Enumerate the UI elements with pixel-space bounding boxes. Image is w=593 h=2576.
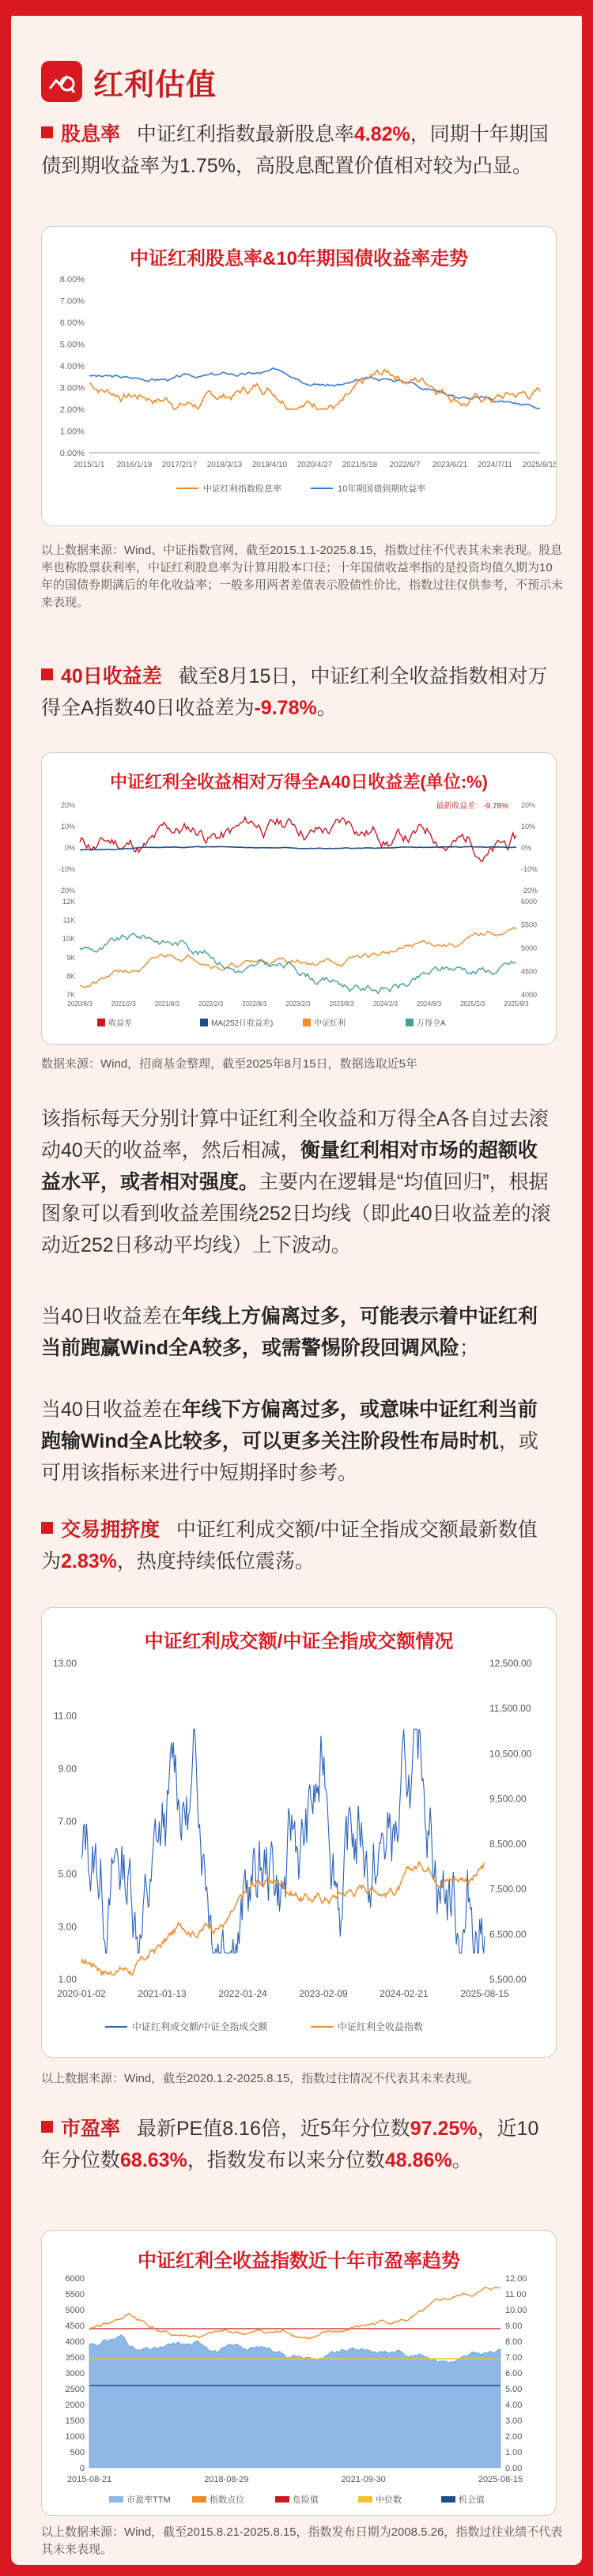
crowding-note: 以上数据来源：Wind，截至2020.1.2-2025.8.15，指数过往情况不代表其未来表现。	[41, 2072, 480, 2085]
crowding-paragraph	[41, 1514, 557, 1577]
pe-text-before: 最新PE值8.16倍，近5年分位数	[136, 2118, 410, 2140]
left-tick-label: 3.00	[58, 1921, 77, 1933]
excess-return-explain-1	[41, 1103, 557, 1261]
left-tick-label: 3500	[65, 2353, 85, 2363]
dividend-yield-svg	[42, 271, 557, 524]
explain1-bold: 衡量红利相对市场的超额收益水平，或者相对强度。	[41, 1139, 538, 1193]
crowding-value: 2.83%	[61, 1550, 117, 1572]
pe-value-5y: 97.25%	[410, 2118, 478, 2140]
right-tick-label: 11,500.00	[489, 1703, 531, 1715]
dividend-yield-tag: 股息率	[41, 123, 120, 145]
right-tick-label: 7.00	[505, 2353, 523, 2363]
explain1-post: 主要内在逻辑是“均值回归”，根据图象可以看到收益差围绕252日均线（即此40日收益差的滚动近252日移动平均线）上下波动。	[41, 1171, 551, 1256]
series-line-ma252	[80, 846, 516, 849]
y-tick-label: 6.00%	[59, 318, 85, 328]
lower-right-tick: 5500	[521, 921, 538, 929]
x-tick-label: 2021/5/18	[342, 461, 378, 469]
x-tick-label: 2021-01-13	[138, 1988, 187, 1999]
excess-return-text-before: 截至8月15日，中证红利全收益指数相对万得全A指数40日收益差为	[41, 665, 548, 719]
x-tick-label: 2025/8/15	[522, 461, 557, 469]
crowding-chart-title: 中证红利成交额/中证全指成交额情况	[144, 1631, 454, 1652]
excess-return-chart	[41, 752, 557, 1045]
right-tick-label: 9,500.00	[489, 1793, 527, 1805]
explain3-post: ，或可用该指标来进行中短期择时参考。	[41, 1430, 538, 1484]
legend-label: 中证红利成交额/中证全指成交额	[132, 2021, 268, 2032]
x-tick-label: 2022/8/3	[242, 1000, 267, 1007]
legend-swatch	[275, 2496, 289, 2503]
right-tick-label: 6,500.00	[489, 1928, 527, 1940]
lower-right-tick: 5000	[521, 944, 538, 952]
y-tick-label: 8.00%	[59, 275, 85, 284]
lower-y-tick: 11K	[62, 916, 75, 925]
lower-y-tick: 9K	[66, 953, 75, 962]
pe-text-mid: ，近10年分位数	[41, 2118, 539, 2171]
series-line-dividend-yield	[89, 370, 540, 409]
right-tick-label: 11.00	[505, 2290, 527, 2299]
x-tick-label: 2025-08-15	[478, 2475, 523, 2484]
right-tick-label: 1.00	[505, 2448, 523, 2457]
upper-right-tick: 0%	[521, 844, 532, 852]
dividend-yield-note: 以上数据来源：Wind、中证指数官网，截至2015.1.1-2025.8.15，指数过往不代表其未来表现。股息率也称股票获利率，中证红利股息率为计算用股本口径；十年国债收益率指的是投资均值久期为10年的国债券期满后的年化收益率；一般多用两者差值表示股债性价比，指数过往仅供参考，不预示未来表现。	[41, 544, 564, 609]
y-tick-label: 7.00%	[59, 296, 85, 307]
content-card	[11, 11, 582, 2565]
upper-y-tick: 20%	[60, 801, 75, 809]
left-tick-label: 1500	[65, 2416, 85, 2426]
dividend-yield-chart-title: 中证红利股息率&10年期国债收益率走势	[129, 248, 469, 269]
left-tick-label: 4000	[65, 2337, 85, 2347]
legend-swatch	[109, 2496, 123, 2503]
pe-note: 以上数据来源：Wind，截至2015.8.21-2025.8.15，指数发布日期为2008.5.26，指数过往业绩不代表其未来表现。	[41, 2525, 563, 2556]
x-tick-label: 2015/1/1	[74, 461, 105, 469]
left-tick-label: 13.00	[52, 1658, 77, 1669]
pe-paragraph	[41, 2113, 557, 2176]
left-tick-label: 2000	[65, 2401, 85, 2410]
lower-y-tick: 10K	[62, 935, 75, 943]
lower-right-tick: 6000	[521, 898, 538, 906]
right-tick-label: 8.00	[505, 2337, 523, 2347]
dividend-yield-paragraph	[41, 119, 557, 182]
y-tick-label: 0.00%	[59, 449, 85, 458]
right-tick-label: 12.00	[505, 2274, 527, 2284]
explain1-pre: 该指标每天分别计算中证红利全收益和万得全A各自过去滚动40天的收益率，然后相减，	[41, 1108, 549, 1162]
crowding-text-after: ，热度持续低位震荡。	[116, 1550, 315, 1572]
dividend-yield-text-after: ，同期十年期国债到期收益率为1.75%，高股息配置价值相对较为凸显。	[41, 123, 549, 177]
pe-value-all: 48.86%	[384, 2149, 452, 2171]
x-tick-label: 2023/6/21	[432, 461, 468, 469]
excess-return-note: 数据来源：Wind，招商基金整理，截至2025年8月15日，数据选取近5年	[41, 1057, 417, 1071]
x-tick-label: 2023/8/3	[329, 1000, 354, 1007]
x-tick-label: 2024/8/3	[417, 1000, 442, 1007]
dividend-yield-chart	[41, 226, 557, 526]
right-tick-label: 8,500.00	[489, 1838, 527, 1850]
left-tick-label: 4500	[65, 2322, 85, 2331]
x-tick-label: 2018-08-29	[204, 2475, 249, 2484]
excess-return-tag: 40日收益差	[41, 665, 162, 687]
right-tick-label: 10.00	[505, 2306, 527, 2315]
upper-right-tick: -10%	[521, 865, 538, 873]
left-tick-label: 11.00	[53, 1710, 77, 1722]
explain3-pre: 当40日收益差在	[41, 1399, 182, 1421]
latest-excess-label: 最新收益差：-9.78%	[436, 802, 508, 811]
pe-chart	[41, 2230, 557, 2516]
lower-right-tick: 4000	[521, 991, 538, 999]
pe-value-10y: 68.63%	[120, 2149, 187, 2171]
right-tick-label: 0.00	[505, 2464, 523, 2473]
upper-right-tick: -20%	[521, 887, 538, 894]
right-tick-label: 2.00	[505, 2432, 523, 2442]
left-tick-label: 6000	[65, 2274, 85, 2284]
legend-swatch	[358, 2496, 372, 2503]
excess-return-chart-title: 中证红利全收益相对万得全A40日收益差(单位:%)	[110, 772, 488, 792]
crowding-chart	[41, 1607, 557, 2058]
pe-chart-title: 中证红利全收益指数近十年市盈率趋势	[138, 2250, 460, 2272]
series-line-total-return-index	[81, 1862, 485, 1975]
x-tick-label: 2021-09-30	[341, 2475, 386, 2484]
x-tick-label: 2025/8/3	[504, 1000, 529, 1007]
x-tick-label: 2022-01-24	[218, 1988, 267, 1999]
explain2-pre: 当40日收益差在	[41, 1305, 182, 1328]
upper-y-tick: -10%	[58, 865, 75, 873]
legend-swatch	[406, 1019, 414, 1026]
x-tick-label: 2024-02-21	[380, 1988, 429, 1999]
excess-return-paragraph	[41, 661, 557, 724]
legend-swatch	[97, 1019, 105, 1026]
legend-swatch	[441, 2496, 455, 2503]
explain2-post: ；	[459, 1337, 479, 1359]
legend-label: 中位数	[376, 2495, 402, 2505]
legend-label: MA(252日收益差)	[211, 1019, 274, 1028]
left-tick-label: 5500	[65, 2290, 85, 2299]
left-tick-label: 5000	[65, 2306, 85, 2315]
series-line-index-level	[89, 2288, 500, 2339]
legend-label: 指数点位	[210, 2495, 244, 2505]
upper-y-tick: 10%	[60, 823, 75, 830]
page-title: 红利估值	[93, 68, 217, 102]
legend-label: 中证红利	[314, 1019, 346, 1028]
upper-y-tick: 0%	[64, 844, 75, 852]
pe-text-mid2: ，指数发布以来分位数	[187, 2149, 385, 2171]
right-tick-label: 7,500.00	[489, 1883, 527, 1895]
x-tick-label: 2023/2/3	[285, 1000, 311, 1007]
left-tick-label: 9.00	[58, 1763, 77, 1775]
series-line-dividend-index	[80, 928, 516, 988]
left-tick-label: 500	[70, 2448, 85, 2457]
explain3-bold: 年线下方偏离过多，或意味中证红利当前跑输Wind全A比较多，可以更多关注阶段性布局时机	[41, 1399, 538, 1452]
x-tick-label: 2024/2/3	[372, 1000, 398, 1007]
legend-label: 收益差	[108, 1019, 132, 1028]
excess-return-text-after: 。	[316, 697, 337, 719]
lower-y-tick: 7K	[66, 991, 75, 999]
top-accent-bar	[11, 11, 582, 16]
series-area-pe-ttm	[89, 2334, 500, 2468]
x-tick-label: 2025-08-15	[460, 1988, 509, 1999]
legend-swatch	[303, 1019, 311, 1026]
excess-return-value: -9.78%	[254, 697, 317, 719]
legend-label: 10年期国债到期收益率	[338, 484, 426, 494]
section-header	[41, 60, 217, 103]
left-tick-label: 7.00	[58, 1816, 77, 1827]
chart-magnifier-icon	[41, 61, 82, 102]
explain2-bold: 年线上方偏离过多，可能表示着中证红利当前跑赢Wind全A较多，或需警惕阶段回调风险	[41, 1305, 538, 1359]
upper-right-tick: 10%	[521, 823, 536, 830]
x-tick-label: 2020/4/27	[296, 461, 333, 469]
right-tick-label: 4.00	[505, 2401, 523, 2410]
left-tick-label: 2500	[65, 2385, 85, 2394]
dividend-yield-text-before: 中证红利指数最新股息率	[136, 123, 354, 145]
excess-return-explain-3	[41, 1394, 557, 1489]
lower-right-tick: 4500	[521, 967, 538, 976]
x-tick-label: 2021/2/3	[111, 1000, 136, 1007]
x-tick-label: 2021/8/3	[154, 1000, 179, 1007]
legend-label: 中证红利全收益指数	[338, 2021, 424, 2032]
x-tick-label: 2018/3/13	[206, 461, 243, 469]
series-line-excess-return	[80, 817, 516, 861]
y-tick-label: 1.00%	[59, 427, 85, 437]
x-tick-label: 2019/4/10	[251, 461, 288, 469]
x-tick-label: 2022/2/3	[198, 1000, 224, 1007]
y-tick-label: 4.00%	[59, 362, 85, 371]
right-tick-label: 9.00	[505, 2322, 523, 2331]
series-line-bond-yield	[89, 368, 540, 409]
legend-label: 市盈率TTM	[127, 2495, 171, 2505]
x-tick-label: 2024/7/11	[478, 461, 512, 469]
legend-swatch	[200, 1019, 208, 1026]
left-tick-label: 0	[79, 2464, 85, 2473]
x-tick-label: 2016/1/19	[116, 461, 153, 469]
y-tick-label: 3.00%	[59, 383, 85, 394]
pe-text-after: 。	[451, 2149, 472, 2171]
right-tick-label: 5.00	[505, 2385, 523, 2394]
left-tick-label: 5.00	[58, 1868, 77, 1880]
crowding-text-before: 中证红利成交额/中证全指成交额最新数值为	[41, 1519, 538, 1572]
lower-y-tick: 12K	[62, 898, 75, 906]
dividend-yield-value: 4.82%	[353, 123, 410, 145]
x-tick-label: 2020-01-02	[57, 1988, 106, 1999]
x-tick-label: 2022/6/7	[389, 461, 421, 469]
y-tick-label: 2.00%	[59, 405, 85, 415]
pe-svg	[42, 2270, 557, 2515]
legend-label: 中证红利指数股息率	[203, 484, 281, 494]
crowding-tag: 交易拥挤度	[41, 1519, 160, 1541]
right-tick-label: 3.00	[505, 2416, 523, 2426]
left-tick-label: 1.00	[58, 1974, 77, 1985]
legend-label: 机会值	[459, 2495, 485, 2505]
upper-y-tick: -20%	[58, 887, 75, 894]
right-tick-label: 6.00	[505, 2369, 523, 2378]
x-tick-label: 2023-02-09	[299, 1988, 348, 1999]
excess-return-svg	[42, 797, 557, 1042]
series-line-turnover-ratio	[81, 1729, 485, 1953]
lower-y-tick: 8K	[66, 972, 75, 981]
crowding-svg	[42, 1655, 557, 2054]
upper-right-tick: 20%	[521, 801, 536, 809]
x-tick-label: 2020/8/3	[67, 1000, 93, 1007]
y-tick-label: 5.00%	[59, 340, 85, 350]
x-tick-label: 2017/2/17	[161, 461, 198, 469]
legend-swatch	[192, 2496, 206, 2503]
right-tick-label: 12,500.00	[489, 1658, 532, 1669]
legend-label: 万得全A	[417, 1019, 446, 1028]
pe-tag: 市盈率	[41, 2118, 120, 2140]
x-tick-label: 2025/2/3	[460, 1000, 485, 1007]
left-tick-label: 3000	[65, 2369, 85, 2378]
left-tick-label: 1000	[65, 2432, 85, 2442]
right-tick-label: 5,500.00	[489, 1974, 527, 1985]
series-line-wind-a	[80, 933, 516, 993]
right-tick-label: 10,500.00	[489, 1748, 532, 1760]
excess-return-explain-2	[41, 1301, 557, 1364]
x-tick-label: 2015-08-21	[66, 2475, 112, 2484]
legend-label: 危险值	[293, 2495, 319, 2505]
